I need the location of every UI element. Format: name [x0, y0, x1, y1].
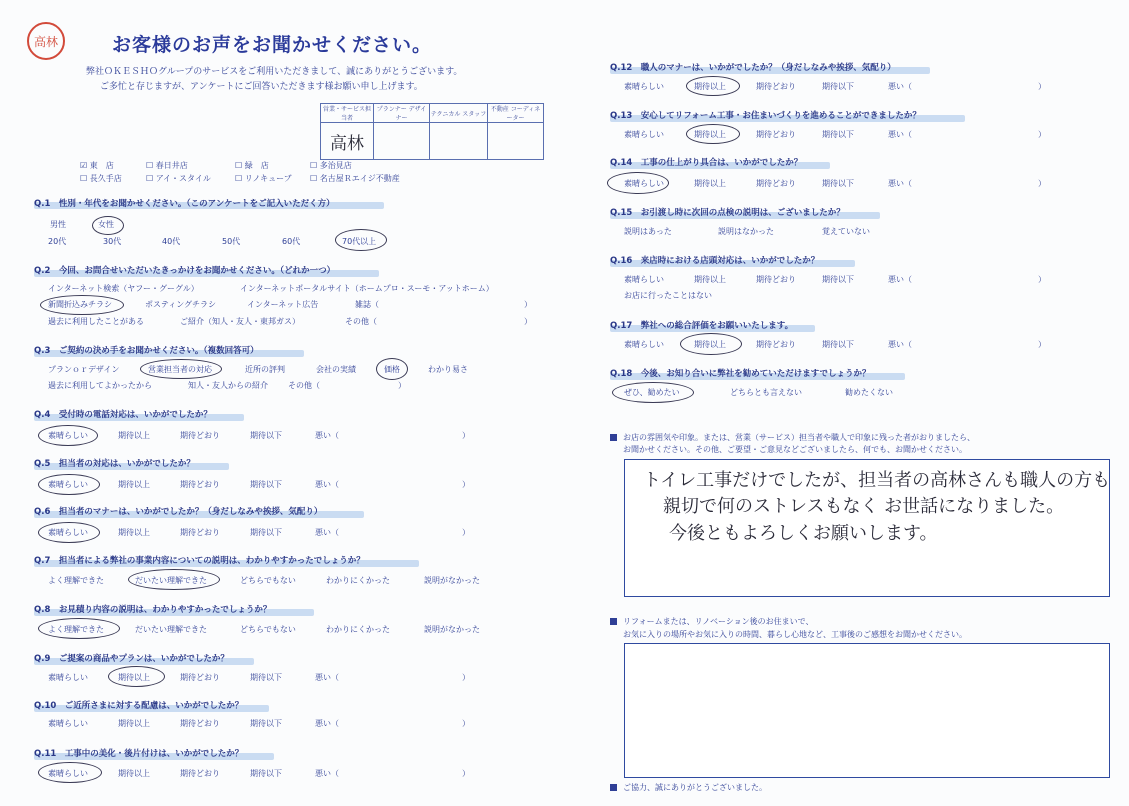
q10-option[interactable]: 期待以下: [250, 719, 282, 728]
staff-header-planner: プランナー デザイナー: [374, 104, 430, 123]
q13-option[interactable]: 期待以下: [822, 130, 854, 139]
q14-option: ）: [1038, 179, 1046, 188]
q1-gender-female[interactable]: 女性: [98, 220, 114, 229]
q13-option[interactable]: 素晴らしい: [624, 130, 664, 139]
store-option[interactable]: ☐ 名古屋Ｒエイジ不動産: [310, 174, 400, 183]
q6-option[interactable]: 悪い（: [315, 528, 339, 537]
q14-option[interactable]: 期待以下: [822, 179, 854, 188]
q11-option[interactable]: 期待どおり: [180, 769, 220, 778]
q9-option[interactable]: 悪い（: [315, 673, 339, 682]
q11-option[interactable]: 悪い（: [315, 769, 339, 778]
comment1-label-1: お店の雰囲気や印象。または、営業（サービス）担当者や職人で印象に残った者がおりましたら、: [610, 434, 975, 442]
square-bullet-icon: [610, 434, 617, 441]
q16-option[interactable]: 期待どおり: [756, 275, 796, 284]
q9-option[interactable]: 期待以下: [250, 673, 282, 682]
q6-option[interactable]: 期待以上: [118, 528, 150, 537]
q16-option[interactable]: お店に行ったことはない: [624, 291, 712, 300]
comment1-box[interactable]: [624, 459, 1110, 597]
q3-option[interactable]: 知人・友人からの紹介: [188, 381, 268, 390]
q8-option[interactable]: どちらでもない: [240, 625, 296, 634]
selection-circle: [38, 425, 98, 446]
q11-option[interactable]: 期待以上: [118, 769, 150, 778]
comment2-label-1: リフォームまたは、リノベーション後のお住まいで、: [610, 618, 813, 626]
store-option[interactable]: ☐ 緑 店: [235, 161, 269, 170]
q1-gender-male[interactable]: 男性: [50, 220, 66, 229]
q5-option[interactable]: 悪い（: [315, 480, 339, 489]
q7-option[interactable]: どちらでもない: [240, 576, 296, 585]
q3-option[interactable]: 過去に利用してよかったから: [48, 381, 152, 390]
q4-option[interactable]: 期待どおり: [180, 431, 220, 440]
q10-option: ）: [462, 719, 470, 728]
q12-option[interactable]: 素晴らしい: [624, 82, 664, 91]
selection-circle: [38, 762, 102, 783]
q9-option[interactable]: 素晴らしい: [48, 673, 88, 682]
q15-option[interactable]: 説明はあった: [624, 227, 672, 236]
q2-option: ）: [524, 300, 532, 309]
q8-option[interactable]: よく理解できた: [48, 625, 104, 634]
q12-title: Q.12 職人のマナーは、いかがでしたか？（身だしなみや挨拶、気配り）: [610, 63, 896, 73]
selection-circle: [38, 474, 100, 495]
q4-option[interactable]: 素晴らしい: [48, 431, 88, 440]
q5-option[interactable]: 期待以下: [250, 480, 282, 489]
q4-option: ）: [462, 431, 470, 440]
q2-option[interactable]: 新聞折込みチラシ: [48, 300, 112, 309]
q6-title: Q.6 担当者のマナーは、いかがでしたか？（身だしなみや挨拶、気配り）: [34, 507, 323, 517]
q7-option[interactable]: わかりにくかった: [326, 576, 390, 585]
q6-option[interactable]: 期待どおり: [180, 528, 220, 537]
q3-option[interactable]: 会社の実績: [316, 365, 356, 374]
q3-option[interactable]: わかり易さ: [428, 365, 468, 374]
q3-option[interactable]: 価格: [384, 365, 400, 374]
q2-option[interactable]: その他（: [345, 317, 377, 326]
q3-title: Q.3 ご契約の決め手をお聞かせください。（複数回答可）: [34, 346, 259, 356]
store-checkbox-list: [80, 160, 420, 190]
q16-option[interactable]: 素晴らしい: [624, 275, 664, 284]
q6-option[interactable]: 期待以下: [250, 528, 282, 537]
q1-age[interactable]: 50代: [222, 237, 241, 246]
q5-option: ）: [462, 480, 470, 489]
selection-circle: [376, 358, 408, 380]
q16-option[interactable]: 期待以下: [822, 275, 854, 284]
store-option[interactable]: ☑ 東 店: [80, 161, 114, 170]
selection-circle: [108, 666, 165, 687]
q10-option[interactable]: 悪い（: [315, 719, 339, 728]
stamp: 高林: [27, 22, 65, 60]
staff-value-technical: [430, 123, 488, 160]
q15-option[interactable]: 覚えていない: [822, 227, 870, 236]
q14-title: Q.14 工事の仕上がり具合は、いかがでしたか？: [610, 158, 803, 168]
q8-title: Q.8 お見積り内容の説明は、わかりやすかったでしょうか？: [34, 605, 272, 615]
q2-option: ）: [524, 317, 532, 326]
comment1-text-3: 今後ともよろしくお願いします。: [669, 523, 938, 544]
q5-option[interactable]: 素晴らしい: [48, 480, 88, 489]
selection-circle: [686, 76, 740, 96]
comment2-label-2: お気に入りの場所やお気に入りの時間、暮らし心地など、工事後のご感想をお聞かせください。: [623, 630, 967, 639]
page-title: お客様のお声をお聞かせください。: [112, 34, 433, 56]
q11-title: Q.11 工事中の美化・後片付けは、いかがでしたか？: [34, 749, 244, 759]
selection-circle: [38, 522, 100, 543]
thanks-text: ご協力、誠にありがとうございました。: [610, 784, 767, 792]
q2-title: Q.2 今回、お問合せいただいたきっかけをお聞かせください。（どれか一つ）: [34, 266, 336, 276]
staff-value-realestate: [488, 123, 544, 160]
q18-title: Q.18 今後、お知り合いに弊社を勧めていただけますでしょうか？: [610, 369, 871, 379]
q13-option[interactable]: 悪い（: [888, 130, 912, 139]
q13-option[interactable]: 期待以上: [694, 130, 726, 139]
q3-option: ）: [398, 381, 406, 390]
selection-circle: [128, 569, 220, 590]
q15-option[interactable]: 説明はなかった: [718, 227, 774, 236]
q18-option[interactable]: どちらとも言えない: [730, 388, 802, 397]
q3-option[interactable]: 営業担当者の対応: [148, 365, 212, 374]
q17-option[interactable]: 素晴らしい: [624, 340, 664, 349]
staff-value-planner: [374, 123, 430, 160]
q10-title: Q.10 ご近所さまに対する配慮は、いかがでしたか？: [34, 701, 244, 711]
q14-option[interactable]: 期待以上: [694, 179, 726, 188]
store-option[interactable]: ☐ アイ・スタイル: [146, 174, 211, 183]
store-option[interactable]: ☐ リノキューブ: [235, 174, 292, 183]
q18-option[interactable]: 勧めたくない: [845, 388, 893, 397]
q1-age[interactable]: 60代: [282, 237, 301, 246]
staff-value-sales: 高林: [321, 123, 374, 160]
intro-line-1: 弊社ＯＫＥＳＨＯグループのサービスをご利用いただきまして、誠にありがとうございます。: [86, 67, 463, 77]
selection-circle: [607, 172, 669, 194]
comment1-text-1: トイレ工事だけでしたが、担当者の高林さんも職人の方も: [643, 470, 1111, 491]
q14-option[interactable]: 悪い（: [888, 179, 912, 188]
q17-option[interactable]: 期待以上: [694, 340, 726, 349]
q7-option[interactable]: 説明がなかった: [424, 576, 480, 585]
q12-option[interactable]: 期待どおり: [756, 82, 796, 91]
q1-age[interactable]: 40代: [162, 237, 181, 246]
square-bullet-icon: [610, 618, 617, 625]
q2-option[interactable]: ご紹介（知人・友人・東邦ガス）: [180, 317, 300, 326]
q2-option[interactable]: 過去に利用したことがある: [48, 317, 144, 326]
q16-title: Q.16 来店時における店頭対応は、いかがでしたか？: [610, 256, 820, 266]
store-option[interactable]: ☐ 多治見店: [310, 161, 352, 170]
staff-header-sales: 営業・サービス担当者: [321, 104, 374, 123]
q11-option: ）: [462, 769, 470, 778]
q11-option[interactable]: 期待以下: [250, 769, 282, 778]
q8-option[interactable]: わかりにくかった: [326, 625, 390, 634]
q17-option: ）: [1038, 340, 1046, 349]
selection-circle: [680, 333, 742, 355]
q14-option[interactable]: 期待どおり: [756, 179, 796, 188]
comment1-text-2: 親切で何のストレスもなく お世話になりました。: [663, 496, 1065, 517]
q5-title: Q.5 担当者の対応は、いかがでしたか？: [34, 459, 195, 469]
q3-option[interactable]: その他（: [288, 381, 320, 390]
q18-option[interactable]: ぜひ、勧めたい: [624, 388, 680, 397]
q12-option[interactable]: 悪い（: [888, 82, 912, 91]
q8-option[interactable]: だいたい理解できた: [135, 625, 207, 634]
q2-option[interactable]: 雑誌（: [355, 300, 379, 309]
q1-age[interactable]: 30代: [103, 237, 122, 246]
store-option[interactable]: ☐ 長久手店: [80, 174, 122, 183]
q9-option: ）: [462, 673, 470, 682]
selection-circle: [38, 618, 120, 639]
selection-circle: [612, 382, 694, 403]
q17-title: Q.17 弊社への総合評価をお願いいたします。: [610, 321, 794, 331]
q17-option[interactable]: 期待どおり: [756, 340, 796, 349]
q4-title: Q.4 受付時の電話対応は、いかがでしたか？: [34, 410, 212, 420]
staff-header-technical: テクニカル スタッフ: [430, 104, 488, 123]
selection-circle: [92, 216, 124, 235]
q1-age[interactable]: 20代: [48, 237, 67, 246]
q7-title: Q.7 担当者による弊社の事業内容についての説明は、わかりやすかったでしょうか？: [34, 556, 365, 566]
q17-option[interactable]: 期待以下: [822, 340, 854, 349]
q10-option[interactable]: 素晴らしい: [48, 719, 88, 728]
q9-option[interactable]: 期待どおり: [180, 673, 220, 682]
q16-option[interactable]: 悪い（: [888, 275, 912, 284]
q7-option[interactable]: よく理解できた: [48, 576, 104, 585]
q2-option[interactable]: インターネット広告: [247, 300, 319, 309]
q10-option[interactable]: 期待以上: [118, 719, 150, 728]
q12-option[interactable]: 期待以上: [694, 82, 726, 91]
q6-option: ）: [462, 528, 470, 537]
q8-option[interactable]: 説明がなかった: [424, 625, 480, 634]
q7-option[interactable]: だいたい理解できた: [135, 576, 207, 585]
q1-age[interactable]: 70代以上: [342, 237, 377, 246]
q6-option[interactable]: 素晴らしい: [48, 528, 88, 537]
q13-option: ）: [1038, 130, 1046, 139]
comment1-label-2: お聞かせください。その他、ご要望・ご意見などございましたら、何でも、お聞かせください。: [623, 445, 967, 454]
q4-option[interactable]: 期待以上: [118, 431, 150, 440]
q4-option[interactable]: 期待以下: [250, 431, 282, 440]
q16-option[interactable]: 期待以上: [694, 275, 726, 284]
q10-option[interactable]: 期待どおり: [180, 719, 220, 728]
selection-circle: [686, 124, 740, 144]
q5-option[interactable]: 期待どおり: [180, 480, 220, 489]
q17-option[interactable]: 悪い（: [888, 340, 912, 349]
q16-option: ）: [1038, 275, 1046, 284]
q13-option[interactable]: 期待どおり: [756, 130, 796, 139]
q11-option[interactable]: 素晴らしい: [48, 769, 88, 778]
q3-option[interactable]: 近所の評判: [245, 365, 285, 374]
checkbox-checked-icon: ☑: [80, 161, 88, 170]
q2-option[interactable]: インターネットポータルサイト（ホームプロ・スーモ・アットホーム）: [240, 284, 494, 293]
q3-option[interactable]: プランｏｒデザイン: [48, 365, 120, 374]
q1-title: Q.1 性別・年代をお聞かせください。（このアンケートをご記入いただく方）: [34, 199, 335, 209]
q12-option: ）: [1038, 82, 1046, 91]
q15-title: Q.15 お引渡し時に次回の点検の説明は、ございましたか？: [610, 208, 845, 218]
q9-option[interactable]: 期待以上: [118, 673, 150, 682]
staff-header-realestate: 不動産 コーディネーター: [488, 104, 544, 123]
selection-circle: [40, 295, 124, 315]
q13-title: Q.13 安心してリフォーム工事・お住まいづくりを進めることができましたか？: [610, 111, 921, 121]
square-bullet-icon: [610, 784, 617, 791]
q2-option[interactable]: ポスティングチラシ: [145, 300, 217, 309]
q5-option[interactable]: 期待以上: [118, 480, 150, 489]
q14-option[interactable]: 素晴らしい: [624, 179, 664, 188]
selection-circle: [335, 229, 387, 251]
comment2-box[interactable]: [624, 643, 1110, 778]
q4-option[interactable]: 悪い（: [315, 431, 339, 440]
selection-circle: [140, 359, 222, 379]
q12-option[interactable]: 期待以下: [822, 82, 854, 91]
q9-title: Q.9 ご提案の商品やプランは、いかがでしたか？: [34, 654, 229, 664]
q2-option[interactable]: インターネット検索（ヤフー・グーグル）: [48, 284, 199, 293]
intro-line-2: ご多忙と存じますが、アンケートにご回答いただきます様お願い申し上げます。: [100, 82, 423, 92]
staff-table: [320, 103, 544, 160]
store-option[interactable]: ☐ 春日井店: [146, 161, 188, 170]
